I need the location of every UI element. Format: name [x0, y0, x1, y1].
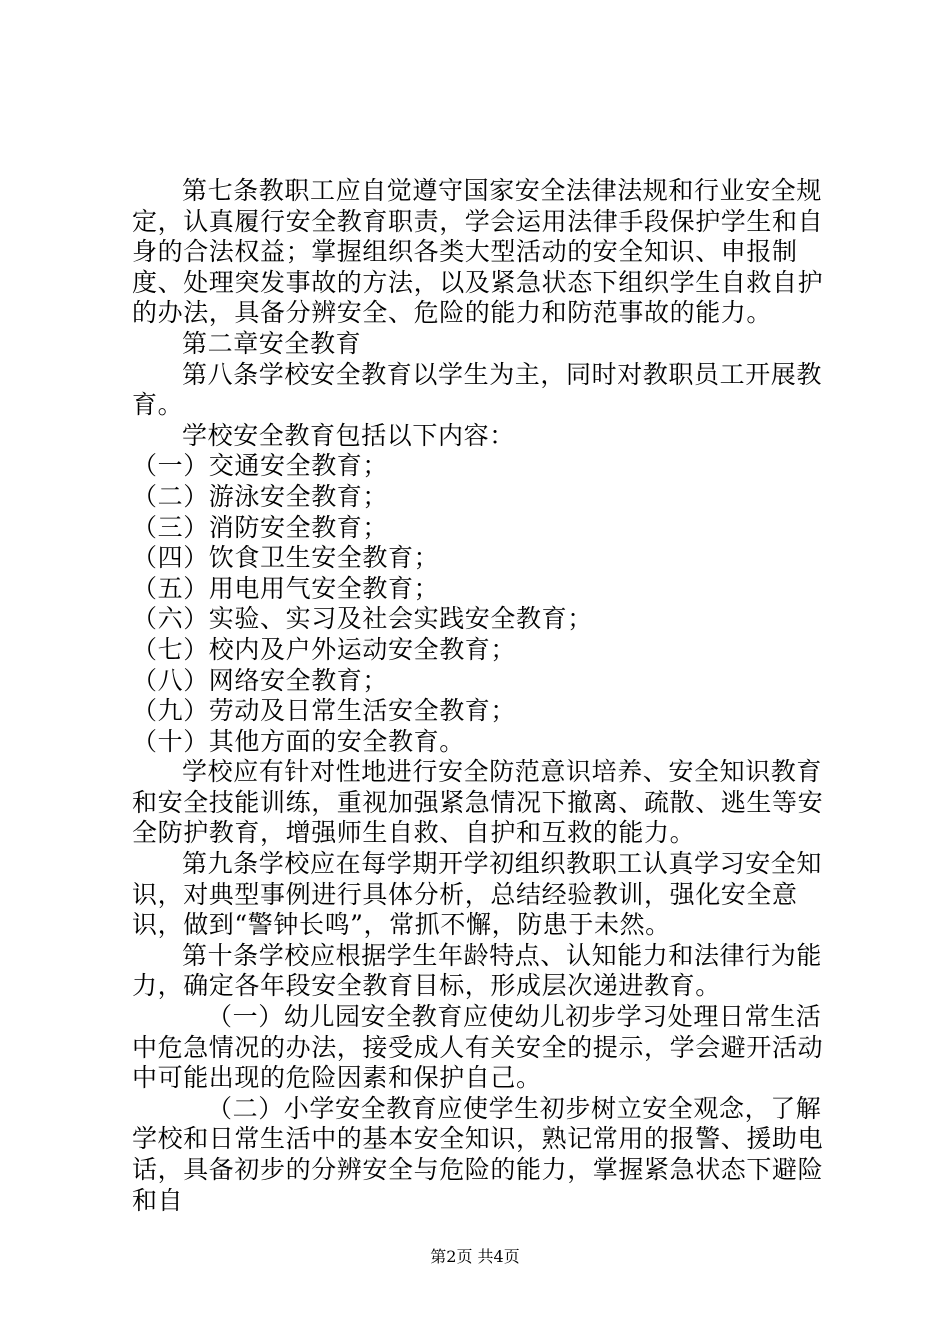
list-item: （六）实验、实习及社会实践安全教育； — [132, 604, 593, 634]
primary-school-paragraph: （二）小学安全教育应使学生初步树立安全观念，了解学校和日常生活中的基本安全知识，熟记常用的报警、援助电话，具备初步的分辨安全与危险的能力，掌握紧急状态下避险和自 — [132, 1093, 824, 1215]
list-item: （二）游泳安全教育； — [132, 481, 389, 511]
page-footer — [0, 1244, 950, 1267]
article-9-paragraph: 第九条学校应在每学期开学初组织教职工认真学习安全知识，对典型事例进行具体分析，总结经验教训，强化安全意识，做到“警钟长鸣”，常抓不懈，防患于未然。 — [132, 849, 823, 940]
page-number-label: 第2页 共4页 — [430, 1247, 520, 1266]
list-item: （三）消防安全教育； — [132, 512, 389, 542]
article-8-paragraph: 第八条学校安全教育以学生为主，同时对教职员工开展教育。 — [132, 359, 823, 420]
list-item: （一）交通安全教育； — [132, 451, 389, 481]
article-7-paragraph: 第七条教职工应自觉遵守国家安全法律法规和行业安全规定，认真履行安全教育职责，学会运用法律手段保护学生和自身的合法权益；掌握组织各类大型活动的安全知识、申报制度、处理突发事故的方法，以及紧急状态下组织学生自救自护的办法，具备分辨安全、危险的能力和防范事故的能力。 — [132, 176, 824, 328]
safety-training-paragraph: 学校应有针对性地进行安全防范意识培养、安全知识教育和安全技能训练，重视加强紧急情况下撤离、疏散、逃生等安全防护教育，增强师生自救、自护和互救的能力。 — [132, 757, 824, 848]
article-10-paragraph: 第十条学校应根据学生年龄特点、认知能力和法律行为能力，确定各年段安全教育目标，形成层次递进教育。 — [132, 940, 823, 1001]
kindergarten-paragraph: （一）幼儿园安全教育应使幼儿初步学习处理日常生活中危急情况的办法，接受成人有关安全的提示，学会避开活动中可能出现的危险因素和保护自己。 — [132, 1002, 824, 1093]
list-item: （四）饮食卫生安全教育； — [132, 543, 440, 573]
chapter-2-heading: 第二章安全教育 — [182, 328, 362, 358]
list-item: （十）其他方面的安全教育。 — [132, 726, 465, 756]
document-body — [132, 176, 832, 1216]
list-item: （八）网络安全教育； — [132, 665, 389, 695]
list-item: （七）校内及户外运动安全教育； — [132, 634, 517, 664]
list-item: （五）用电用气安全教育； — [132, 573, 440, 603]
list-item: （九）劳动及日常生活安全教育； — [132, 696, 517, 726]
content-list-intro: 学校安全教育包括以下内容： — [182, 420, 515, 450]
